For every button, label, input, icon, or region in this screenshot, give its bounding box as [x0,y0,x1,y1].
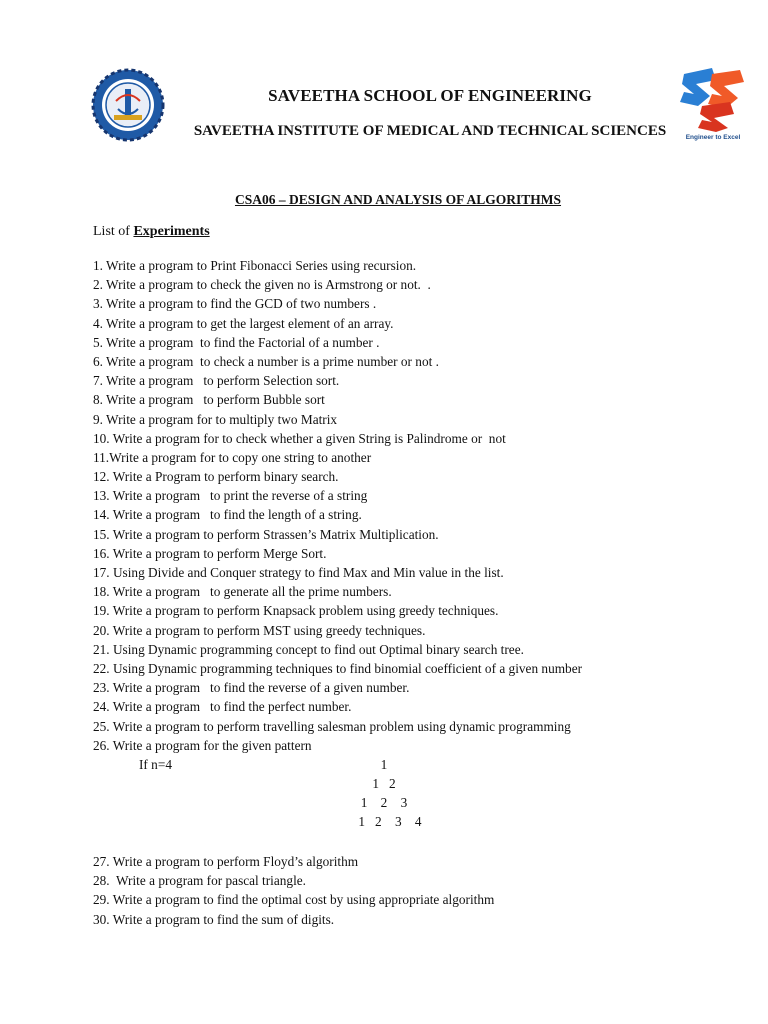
list-item: 6. Write a program to check a number is a prime number or not . [93,353,439,369]
list-item: 15. Write a program to perform Strassen’s Matrix Multiplication. [93,526,439,542]
list-item: 3. Write a program to find the GCD of two numbers . [93,296,377,312]
institute-title: SAVEETHA INSTITUTE OF MEDICAL AND TECHNICAL SCIENCES [193,123,667,139]
list-item: 10. Write a program for to check whether a given String is Palindrome or not [93,430,506,446]
school-title: SAVEETHA SCHOOL OF ENGINEERING [268,86,592,105]
list-item: 4. Write a program to get the largest element of an array. [93,315,394,331]
university-seal-icon [84,68,172,142]
list-item: 18. Write a program to generate all the prime numbers. [93,584,392,600]
list-heading [93,224,210,240]
pattern-row: 1 2 3 4 [358,814,422,829]
pattern-row: 1 2 [372,776,396,791]
list-item: 1. Write a program to Print Fibonacci Series using recursion. [93,258,417,273]
pattern-row: 1 2 3 [360,795,408,810]
list-item: 7. Write a program to perform Selection sort. [93,373,340,389]
list-item: 29. Write a program to find the optimal cost by using appropriate algorithm [93,892,495,908]
list-item: 20. Write a program to perform MST using greedy techniques. [93,622,426,638]
list-item: 22. Using Dynamic programming techniques to find binomial coefficient of a given number [93,660,583,676]
list-item: 26. Write a program for the given pattern [93,737,312,753]
list-item: 17. Using Divide and Conquer strategy to find Max and Min value in the list. [93,565,504,580]
list-item: 28. Write a program for pascal triangle. [93,873,306,889]
list-item: 14. Write a program to find the length of a string. [93,507,362,523]
pattern-row: 1 [380,757,388,772]
list-item: 8. Write a program to perform Bubble sort [93,392,325,408]
logo-tagline: Engineer to Excel [685,134,741,141]
sse-logo-icon [674,66,754,146]
list-item: 24. Write a program to find the perfect number. [93,699,352,715]
pattern-label: If n=4 [139,757,172,772]
list-heading-prefix: List of [93,224,134,239]
course-title: CSA06 – DESIGN AND ANALYSIS OF ALGORITHMS [234,192,562,207]
list-item: 16. Write a program to perform Merge Sort. [93,545,327,561]
list-item: 11.Write a program for to copy one string to another [93,449,372,465]
list-item: 27. Write a program to perform Floyd’s algorithm [93,854,359,869]
experiment-list [93,256,713,755]
list-item: 12. Write a Program to perform binary search. [93,469,339,485]
list-item: 23. Write a program to find the reverse of a given number. [93,680,410,696]
list-item: 25. Write a program to perform travelling salesman problem using dynamic programming [93,718,571,734]
list-item: 19. Write a program to perform Knapsack problem using greedy techniques. [93,603,499,619]
list-item: 30. Write a program to find the sum of digits. [93,911,335,927]
list-item: 13. Write a program to print the reverse of a string [93,488,368,504]
list-item: 9. Write a program for to multiply two Matrix [93,411,338,427]
list-heading-label: Experiments [133,224,210,239]
list-item: 5. Write a program to find the Factorial of a number . [93,334,380,350]
list-item: 2. Write a program to check the given no is Armstrong or not. . [93,277,431,293]
experiment-list-continued [93,852,713,929]
list-item: 21. Using Dynamic programming concept to find out Optimal binary search tree. [93,641,524,657]
